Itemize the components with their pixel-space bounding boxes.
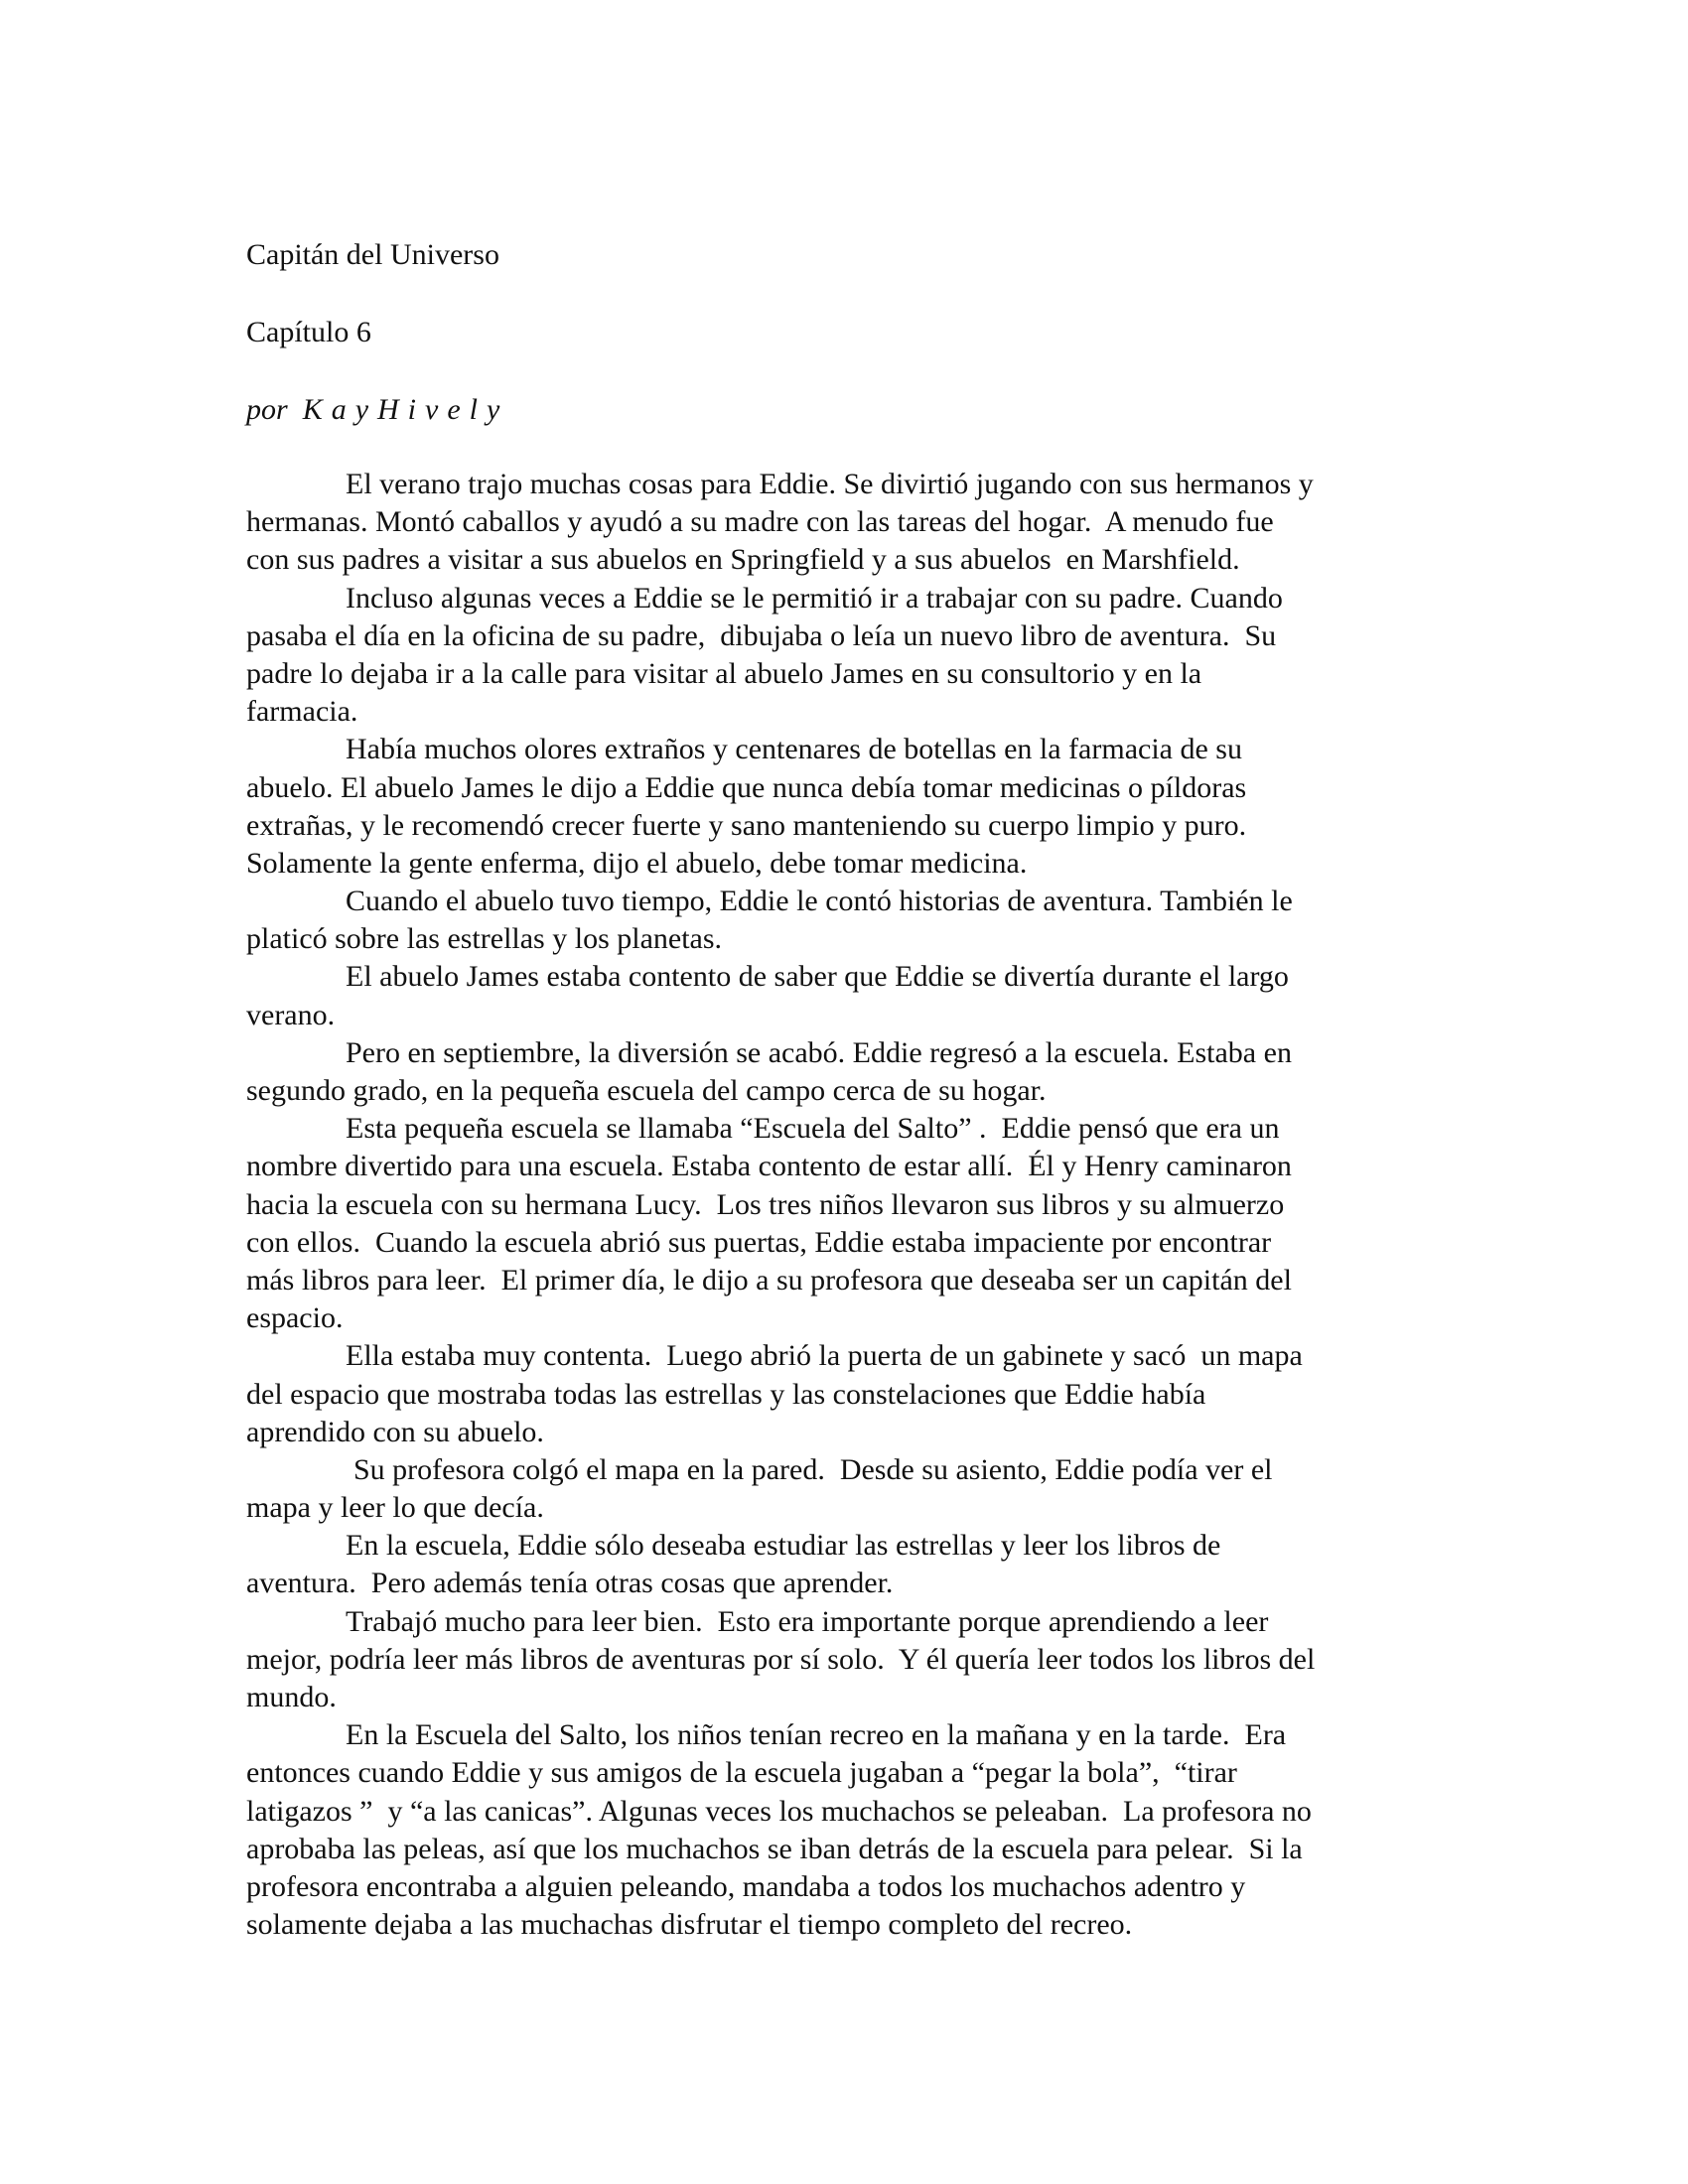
text-line: Esta pequeña escuela se llamaba “Escuela del Salto” . Eddie pensó que era un <box>346 1112 1280 1146</box>
text-line: pasaba el día en la oficina de su padre, dibujaba o leía un nuevo libro de aventura. Su <box>246 618 1277 652</box>
author-byline <box>246 391 508 429</box>
text-line: Pero en septiembre, la diversión se acabó. Eddie regresó a la escuela. Estaba en <box>346 1035 1292 1069</box>
text-line: Su profesora colgó el mapa en la pared. Desde su asiento, Eddie podía ver el <box>353 1452 1273 1486</box>
text-line: padre lo dejaba ir a la calle para visitar al abuelo James en su consultorio y en la <box>246 656 1202 690</box>
text-line: con sus padres a visitar a sus abuelos en Springfield y a sus abuelos en Marshfield. <box>246 543 1240 577</box>
text-line: Trabajó mucho para leer bien. Esto era importante porque aprendiendo a leer <box>346 1604 1269 1638</box>
text-line: Cuando el abuelo tuvo tiempo, Eddie le contó historias de aventura. También le <box>346 885 1293 918</box>
text-line: entonces cuando Eddie y sus amigos de la escuela jugaban a “pegar la bola”, “tirar <box>246 1756 1237 1790</box>
author-name: KayHively <box>302 393 509 426</box>
text-line: hacia la escuela con su hermana Lucy. Los tres niños llevaron sus libros y su almuerzo <box>246 1187 1285 1221</box>
text-line: Solamente la gente enferma, dijo el abuelo, debe tomar medicina. <box>246 846 1028 880</box>
text-line: mapa y leer lo que decía. <box>246 1491 544 1525</box>
text-line: segundo grado, en la pequeña escuela del campo cerca de su hogar. <box>246 1074 1047 1107</box>
text-line: verano. <box>246 998 336 1031</box>
text-line: del espacio que mostraba todas las estrellas y las constelaciones que Eddie había <box>246 1377 1206 1411</box>
text-line: aprendido con su abuelo. <box>246 1415 544 1448</box>
text-line: platicó sobre las estrellas y los planetas. <box>246 922 723 956</box>
text-line: solamente dejaba a las muchachas disfrutar el tiempo completo del recreo. <box>246 1908 1133 1942</box>
chapter-heading: Capítulo 6 <box>246 316 371 348</box>
text-line: aventura. Pero además tenía otras cosas que aprender. <box>246 1567 894 1600</box>
document-title: Capitán del Universo <box>246 238 499 271</box>
text-line: Incluso algunas veces a Eddie se le permitió ir a trabajar con su padre. Cuando <box>346 581 1283 614</box>
text-line: latigazos ” y “a las canicas”. Algunas veces los muchachos se peleaban. La profesora no <box>246 1794 1312 1828</box>
text-line: farmacia. <box>246 695 358 729</box>
text-line: El verano trajo muchas cosas para Eddie. Se divirtió jugando con sus hermanos y <box>346 468 1314 500</box>
text-line: con ellos. Cuando la escuela abrió sus puertas, Eddie estaba impaciente por encontrar <box>246 1225 1272 1259</box>
text-line: mundo. <box>246 1681 337 1713</box>
text-line: mejor, podría leer más libros de aventuras por sí solo. Y él quería leer todos los libros del <box>246 1642 1316 1676</box>
chapter-body <box>246 466 1448 1944</box>
text-line: Ella estaba muy contenta. Luego abrió la puerta de un gabinete y sacó un mapa <box>346 1339 1303 1373</box>
text-line: hermanas. Montó caballos y ayudó a su madre con las tareas del hogar. A menudo fue <box>246 505 1274 539</box>
text-line: aprobaba las peleas, así que los muchachos se iban detrás de la escuela para pelear. Si la <box>246 1832 1303 1865</box>
author-prefix: por <box>246 393 288 426</box>
text-line: nombre divertido para una escuela. Estaba contento de estar allí. Él y Henry caminaron <box>246 1150 1292 1183</box>
text-line: profesora encontraba a alguien peleando, mandaba a todos los muchachos adentro y <box>246 1869 1246 1903</box>
text-line: El abuelo James estaba contento de saber que Eddie se divertía durante el largo <box>346 960 1289 994</box>
text-line: En la Escuela del Salto, los niños tenían recreo en la mañana y en la tarde. Era <box>346 1718 1287 1752</box>
text-line: En la escuela, Eddie sólo deseaba estudiar las estrellas y leer los libros de <box>346 1529 1221 1563</box>
text-line: extrañas, y le recomendó crecer fuerte y sano manteniendo su cuerpo limpio y puro. <box>246 808 1247 842</box>
text-line: abuelo. El abuelo James le dijo a Eddie que nunca debía tomar medicinas o píldoras <box>246 770 1247 804</box>
text-line: Había muchos olores extraños y centenares de botellas en la farmacia de su <box>346 733 1242 766</box>
text-line: espacio. <box>246 1301 344 1335</box>
text-line: más libros para leer. El primer día, le dijo a su profesora que deseaba ser un capitán del <box>246 1263 1292 1297</box>
